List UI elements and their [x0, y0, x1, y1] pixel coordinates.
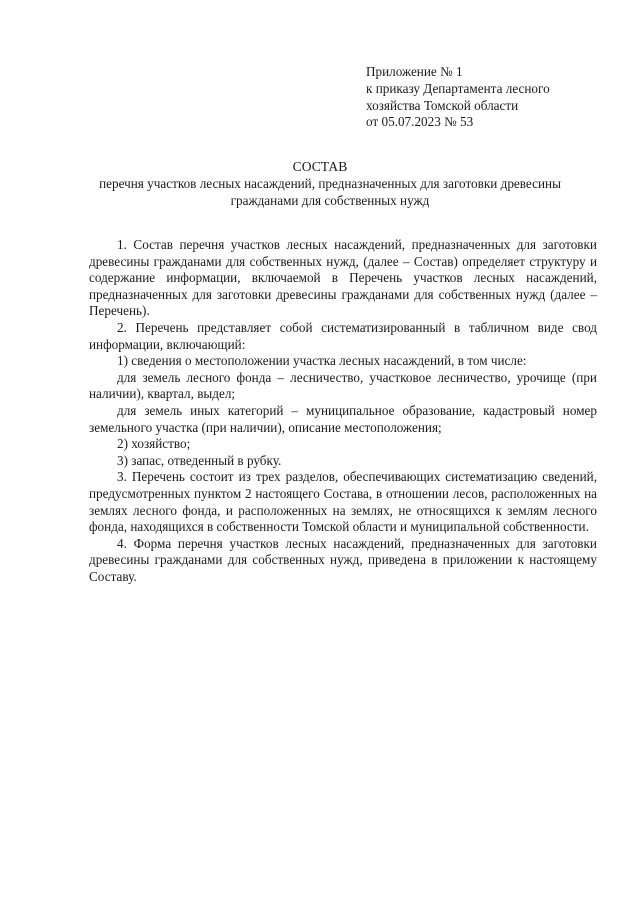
- list-item-stock: 3) запас, отведенный в рубку.: [117, 452, 282, 468]
- paragraph-4: 4. Форма перечня участков лесных насаждений, предназначенных для заготовки древесины гражданами для собственных нужд, приведена в приложении к настоящему Составу.: [89, 535, 597, 584]
- appendix-header: [366, 64, 616, 131]
- appendix-order-ref: к приказу Департамента лесного: [366, 80, 550, 96]
- appendix-date: от 05.07.2023 № 53: [366, 114, 474, 130]
- document-body: [89, 237, 597, 585]
- list-item-farm: 2) хозяйство;: [117, 436, 191, 452]
- appendix-number: Приложение № 1: [366, 64, 463, 79]
- list-item-location: 1) сведения о местоположении участка лесных насаждений, в том числе:: [117, 353, 527, 369]
- appendix-department: хозяйства Томской области: [366, 97, 519, 113]
- paragraph-2: 2. Перечень представляет собой систематизированный в табличном виде свод информации, включающий:: [89, 319, 597, 352]
- paragraph-3: 3. Перечень состоит из трех разделов, обеспечивающих систематизацию сведений, предусмотренных пунктом 2 настоящего Состава, в отношении лесов, расположенных на землях лесного фонда, и расположенных на землях, не относящихся к землям лесного фонда, находящихся в собственности Томской области и муниципальной собственности.: [89, 469, 597, 535]
- sub-item-forest-lands: для земель лесного фонда – лесничество, участковое лесничество, урочище (при наличии), квартал, выдел;: [89, 369, 597, 402]
- sub-item-other-lands: для земель иных категорий – муниципальное образование, кадастровый номер земельного участка (при наличии), описание местоположения;: [89, 402, 597, 435]
- paragraph-1: 1. Состав перечня участков лесных насаждений, предназначенных для заготовки древесины гражданами для собственных нужд, (далее – Состав) определяет структуру и содержание информации, включаемой в Перечень участков лесных насаждений, предназначенных для заготовки древесины гражданами для собственных нужд (далее – Перечень).: [89, 237, 597, 319]
- document-title: СОСТАВ: [292, 159, 348, 174]
- document-subtitle: перечня участков лесных насаждений, предназначенных для заготовки древесины гражданами для собственных нужд: [99, 176, 561, 208]
